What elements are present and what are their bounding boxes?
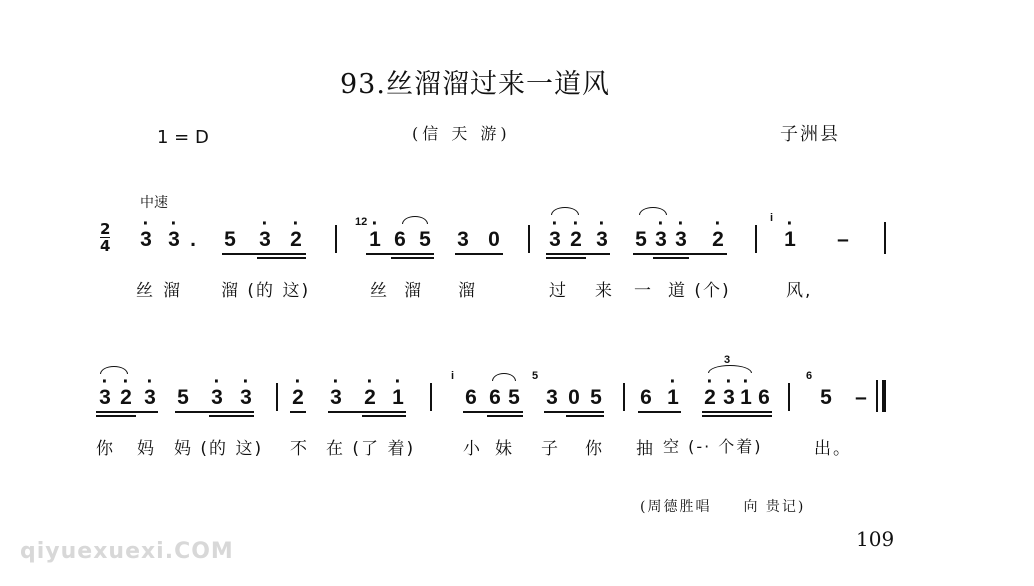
beam (257, 257, 306, 259)
barline (755, 225, 757, 253)
grace-note: 6 (806, 370, 813, 382)
barline (884, 222, 886, 254)
slur (402, 216, 428, 224)
lyric: 丝 (136, 281, 155, 301)
beam (546, 257, 586, 259)
grace-note: i (770, 212, 774, 224)
lyric: 不 (290, 439, 309, 459)
lyric: 子 (541, 439, 560, 459)
beam (633, 253, 727, 255)
note: · 1 (667, 386, 679, 410)
barline (335, 225, 337, 253)
note: 6 (465, 386, 477, 409)
barline (876, 380, 878, 412)
song-title: 93.丝溜溜过来一道风 (340, 69, 610, 100)
note: · 2 (704, 386, 716, 410)
triplet-mark: 3 (724, 354, 731, 366)
beam (702, 415, 772, 417)
site-watermark: qiyuexuexi.COM (20, 539, 234, 564)
final-barline (882, 380, 886, 412)
slur (100, 366, 128, 374)
note: 6 (640, 386, 652, 409)
note: · 1 (740, 386, 752, 410)
lyric: 道 (个) (668, 281, 731, 301)
lyric: 妈 (的 这) (174, 439, 264, 459)
note: · 3 (655, 228, 667, 252)
lyric: 空 (-· 个着) (663, 437, 763, 456)
note: · 3 (140, 228, 152, 252)
lyric: 在 (了 着) (326, 439, 416, 459)
beam (487, 415, 523, 417)
lyric: 溜 (404, 281, 423, 301)
note: 5 (635, 228, 647, 251)
beam (702, 411, 772, 413)
note: 0 (488, 228, 500, 251)
slur (492, 373, 516, 381)
note: 6 (394, 228, 406, 251)
note: · 3 (259, 228, 271, 252)
note: 6 (489, 386, 501, 409)
note: · 2 (712, 228, 724, 252)
note: · 2 (364, 386, 376, 410)
slur (551, 207, 579, 215)
note: · 3 (240, 386, 252, 410)
beam (175, 411, 254, 413)
lyric: 你 (96, 439, 115, 459)
lyric: 过 (549, 281, 568, 301)
lyric: 小 (463, 439, 482, 459)
note: · 2 (292, 386, 304, 410)
lyric: 妹 (495, 439, 514, 459)
grace-note: i (451, 370, 455, 382)
time-signature: 2 4 (100, 220, 111, 255)
lyric: 来 (595, 281, 614, 301)
beam (463, 411, 523, 413)
performer-credit: (周德胜唱 向 贵记) (640, 499, 806, 515)
tempo-marking: 中速 (140, 195, 168, 211)
note: · 3 (211, 386, 223, 410)
lyric: 溜 (的 这) (221, 281, 311, 301)
lyric: 抽 (636, 439, 655, 459)
barline (528, 225, 530, 253)
beam (546, 253, 610, 255)
beam (362, 415, 406, 417)
lyric: 出。 (814, 439, 852, 459)
beam (96, 411, 158, 413)
note: 5 (419, 228, 431, 251)
note: 5 (590, 386, 602, 409)
barline (623, 383, 625, 411)
lyric: 丝 (370, 281, 389, 301)
note: 3 (546, 386, 558, 409)
note: · 3 (596, 228, 608, 252)
beam (544, 411, 604, 413)
beam (222, 253, 306, 255)
note: · 2 (570, 228, 582, 252)
note: · 3 (144, 386, 156, 410)
note: · 3 (675, 228, 687, 252)
barline (788, 383, 790, 411)
beam (366, 253, 434, 255)
beam (455, 253, 503, 255)
slur (639, 207, 667, 215)
note: · 3 (330, 386, 342, 410)
beam (653, 257, 689, 259)
note: · 3 (99, 386, 111, 410)
beam (566, 415, 604, 417)
beam (638, 411, 681, 413)
barline (430, 383, 432, 411)
note: 5 (224, 228, 236, 251)
note: · 1 (392, 386, 404, 410)
note: – (837, 228, 849, 251)
lyric: 溜 (458, 281, 477, 301)
note: · 1 (784, 228, 796, 252)
note: · 3 (549, 228, 561, 252)
slur (708, 365, 752, 373)
song-region: 子洲县 (780, 124, 840, 145)
note: 0 (568, 386, 580, 409)
note: – (855, 386, 867, 409)
note: · 3 (723, 386, 735, 410)
page-number: 109 (856, 527, 895, 551)
key-signature: 1 = D (157, 127, 209, 148)
lyric: 妈 (137, 439, 156, 459)
note: 5 (820, 386, 832, 409)
lyric: 溜 (163, 281, 182, 301)
grace-note: 5 (532, 370, 539, 382)
beam (290, 411, 306, 413)
lyric: 风, (786, 281, 813, 301)
beam (209, 415, 254, 417)
note: · 2 (290, 228, 302, 252)
lyric: 一 (634, 281, 653, 301)
note: · 2 (120, 386, 132, 410)
barline (276, 383, 278, 411)
note: · 3 (168, 228, 180, 252)
grace-note: 12 (355, 216, 368, 228)
song-genre: (信 天 游) (412, 124, 511, 143)
lyric: 你 (585, 439, 604, 459)
note: · 1 (369, 228, 381, 252)
note: 5 (177, 386, 189, 409)
note: 6 (758, 386, 770, 409)
beam (96, 415, 136, 417)
beam (391, 257, 434, 259)
note: . (190, 228, 196, 251)
beam (328, 411, 406, 413)
note: 3 (457, 228, 469, 251)
note: 5 (508, 386, 520, 409)
